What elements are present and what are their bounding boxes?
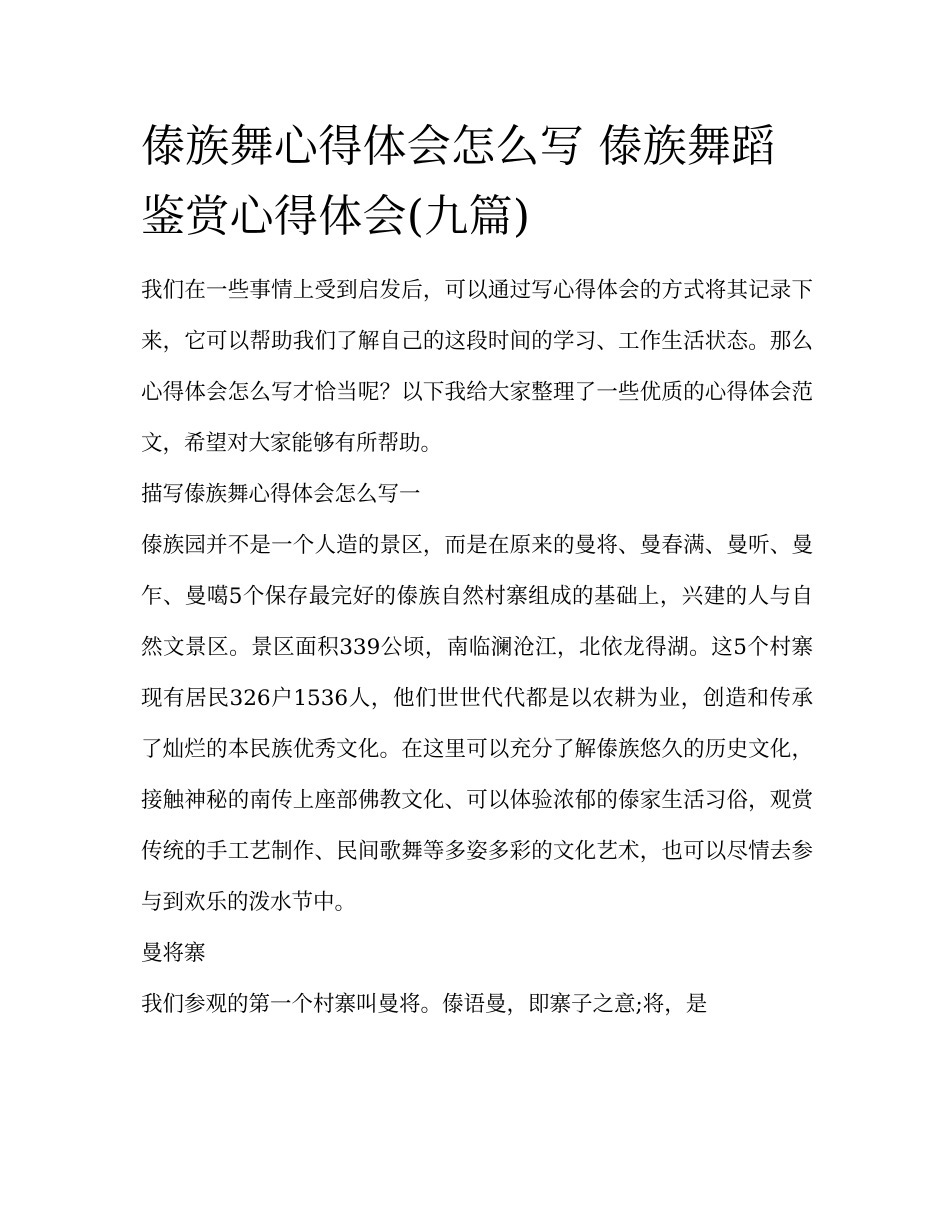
subheading-manjiang: 曼将寨 <box>141 941 206 966</box>
body-paragraph-2: 我们参观的第一个村寨叫曼将。傣语曼，即寨子之意;将，是 <box>141 992 708 1017</box>
document-title: 傣族舞心得体会怎么写 傣族舞蹈鉴赏心得体会(九篇) <box>141 121 776 242</box>
document-body <box>141 112 813 1030</box>
intro-paragraph: 我们在一些事情上受到启发后，可以通过写心得体会的方式将其记录下来，它可以帮助我们了解自己的这段时间的学习、工作生活状态。那么心得体会怎么写才恰当呢？以下我给大家整理了一些优质的心得体会范文，希望对大家能够有所帮助。 <box>141 278 813 456</box>
section-heading: 描写傣族舞心得体会怎么写一 <box>141 482 421 507</box>
body-paragraph-1: 傣族园并不是一个人造的景区，而是在原来的曼将、曼春满、曼听、曼乍、曼噶5个保存最完好的傣族自然村寨组成的基础上，兴建的人与自然文景区。景区面积339公顷，南临澜沧江，北依龙得湖。这5个村寨现有居民326户1536人，他们世世代代都是以农耕为业，创造和传承了灿烂的本民族优秀文化。在这里可以充分了解傣族悠久的历史文化，接触神秘的南传上座部佛教文化、可以体验浓郁的傣家生活习俗，观赏传统的手工艺制作、民间歌舞等多姿多彩的文化艺术，也可以尽情去参与到欢乐的泼水节中。 <box>141 533 813 915</box>
